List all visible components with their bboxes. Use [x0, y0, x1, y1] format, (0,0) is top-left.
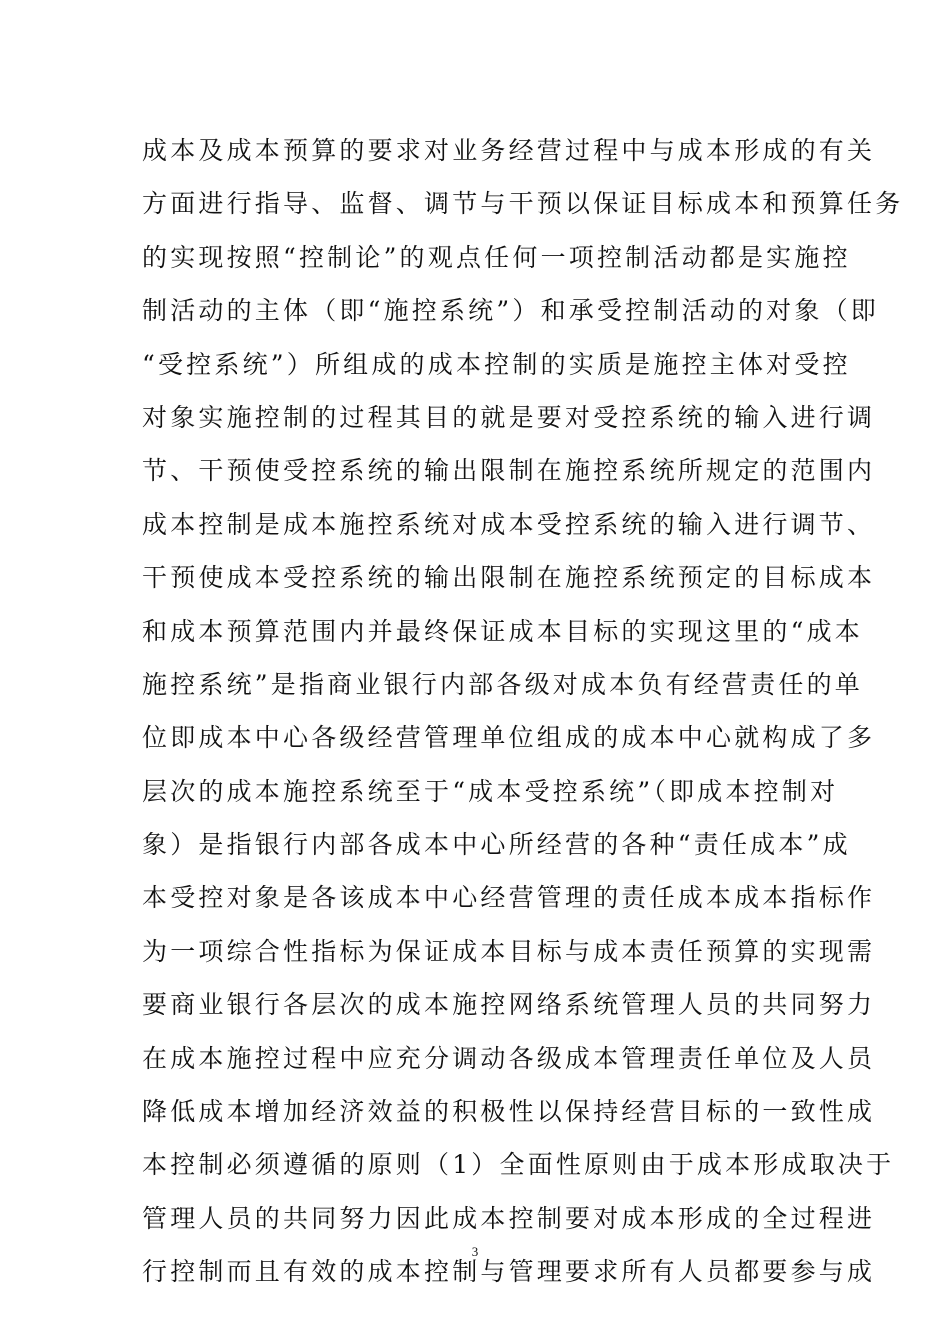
text-line: 象）是指银行内部各成本中心所经营的各种“责任成本”成 — [142, 830, 851, 860]
page-number: 3 — [471, 1244, 479, 1259]
text-line: 施控系统”是指商业银行内部各级对成本负有经营责任的单 — [142, 669, 863, 699]
text-line: 制活动的主体（即“施控系统”）和承受控制活动的对象（即 — [142, 296, 879, 326]
text-line: 的实现按照“控制论”的观点任何一项控制活动都是实施控 — [142, 242, 851, 272]
text-line: 本控制必须遵循的原则（1）全面性原则由于成本形成取决于 — [142, 1150, 895, 1180]
text-line: 位即成本中心各级经营管理单位组成的成本中心就构成了多 — [142, 723, 876, 753]
text-line: 对象实施控制的过程其目的就是要对受控系统的输入进行调 — [142, 402, 876, 432]
text-line: 行控制而且有效的成本控制与管理要求所有人员都要参与成 — [142, 1257, 876, 1287]
text-line: 降低成本增加经济效益的积极性以保持经营目标的一致性成 — [142, 1097, 876, 1127]
text-line: 方面进行指导、监督、调节与干预以保证目标成本和预算任务 — [142, 189, 904, 219]
body-text — [142, 124, 904, 1299]
text-line: 层次的成本施控系统至于“成本受控系统”（即成本控制对 — [142, 776, 839, 806]
text-line: 成本及成本预算的要求对业务经营过程中与成本形成的有关 — [142, 136, 876, 165]
text-line: 管理人员的共同努力因此成本控制要对成本形成的全过程进 — [142, 1203, 876, 1233]
text-line: “受控系统”）所组成的成本控制的实质是施控主体对受控 — [142, 349, 851, 379]
text-line: 在成本施控过程中应充分调动各级成本管理责任单位及人员 — [142, 1043, 876, 1073]
text-line: 要商业银行各层次的成本施控网络系统管理人员的共同努力 — [142, 990, 876, 1020]
text-line: 本受控对象是各该成本中心经营管理的责任成本成本指标作 — [142, 883, 876, 913]
text-line: 节、干预使受控系统的输出限制在施控系统所规定的范围内 — [142, 456, 876, 486]
text-line: 成本控制是成本施控系统对成本受控系统的输入进行调节、 — [142, 509, 876, 539]
text-line: 干预使成本受控系统的输出限制在施控系统预定的目标成本 — [142, 563, 876, 593]
text-line: 和成本预算范围内并最终保证成本目标的实现这里的“成本 — [142, 616, 863, 646]
text-line: 为一项综合性指标为保证成本目标与成本责任预算的实现需 — [142, 936, 876, 966]
